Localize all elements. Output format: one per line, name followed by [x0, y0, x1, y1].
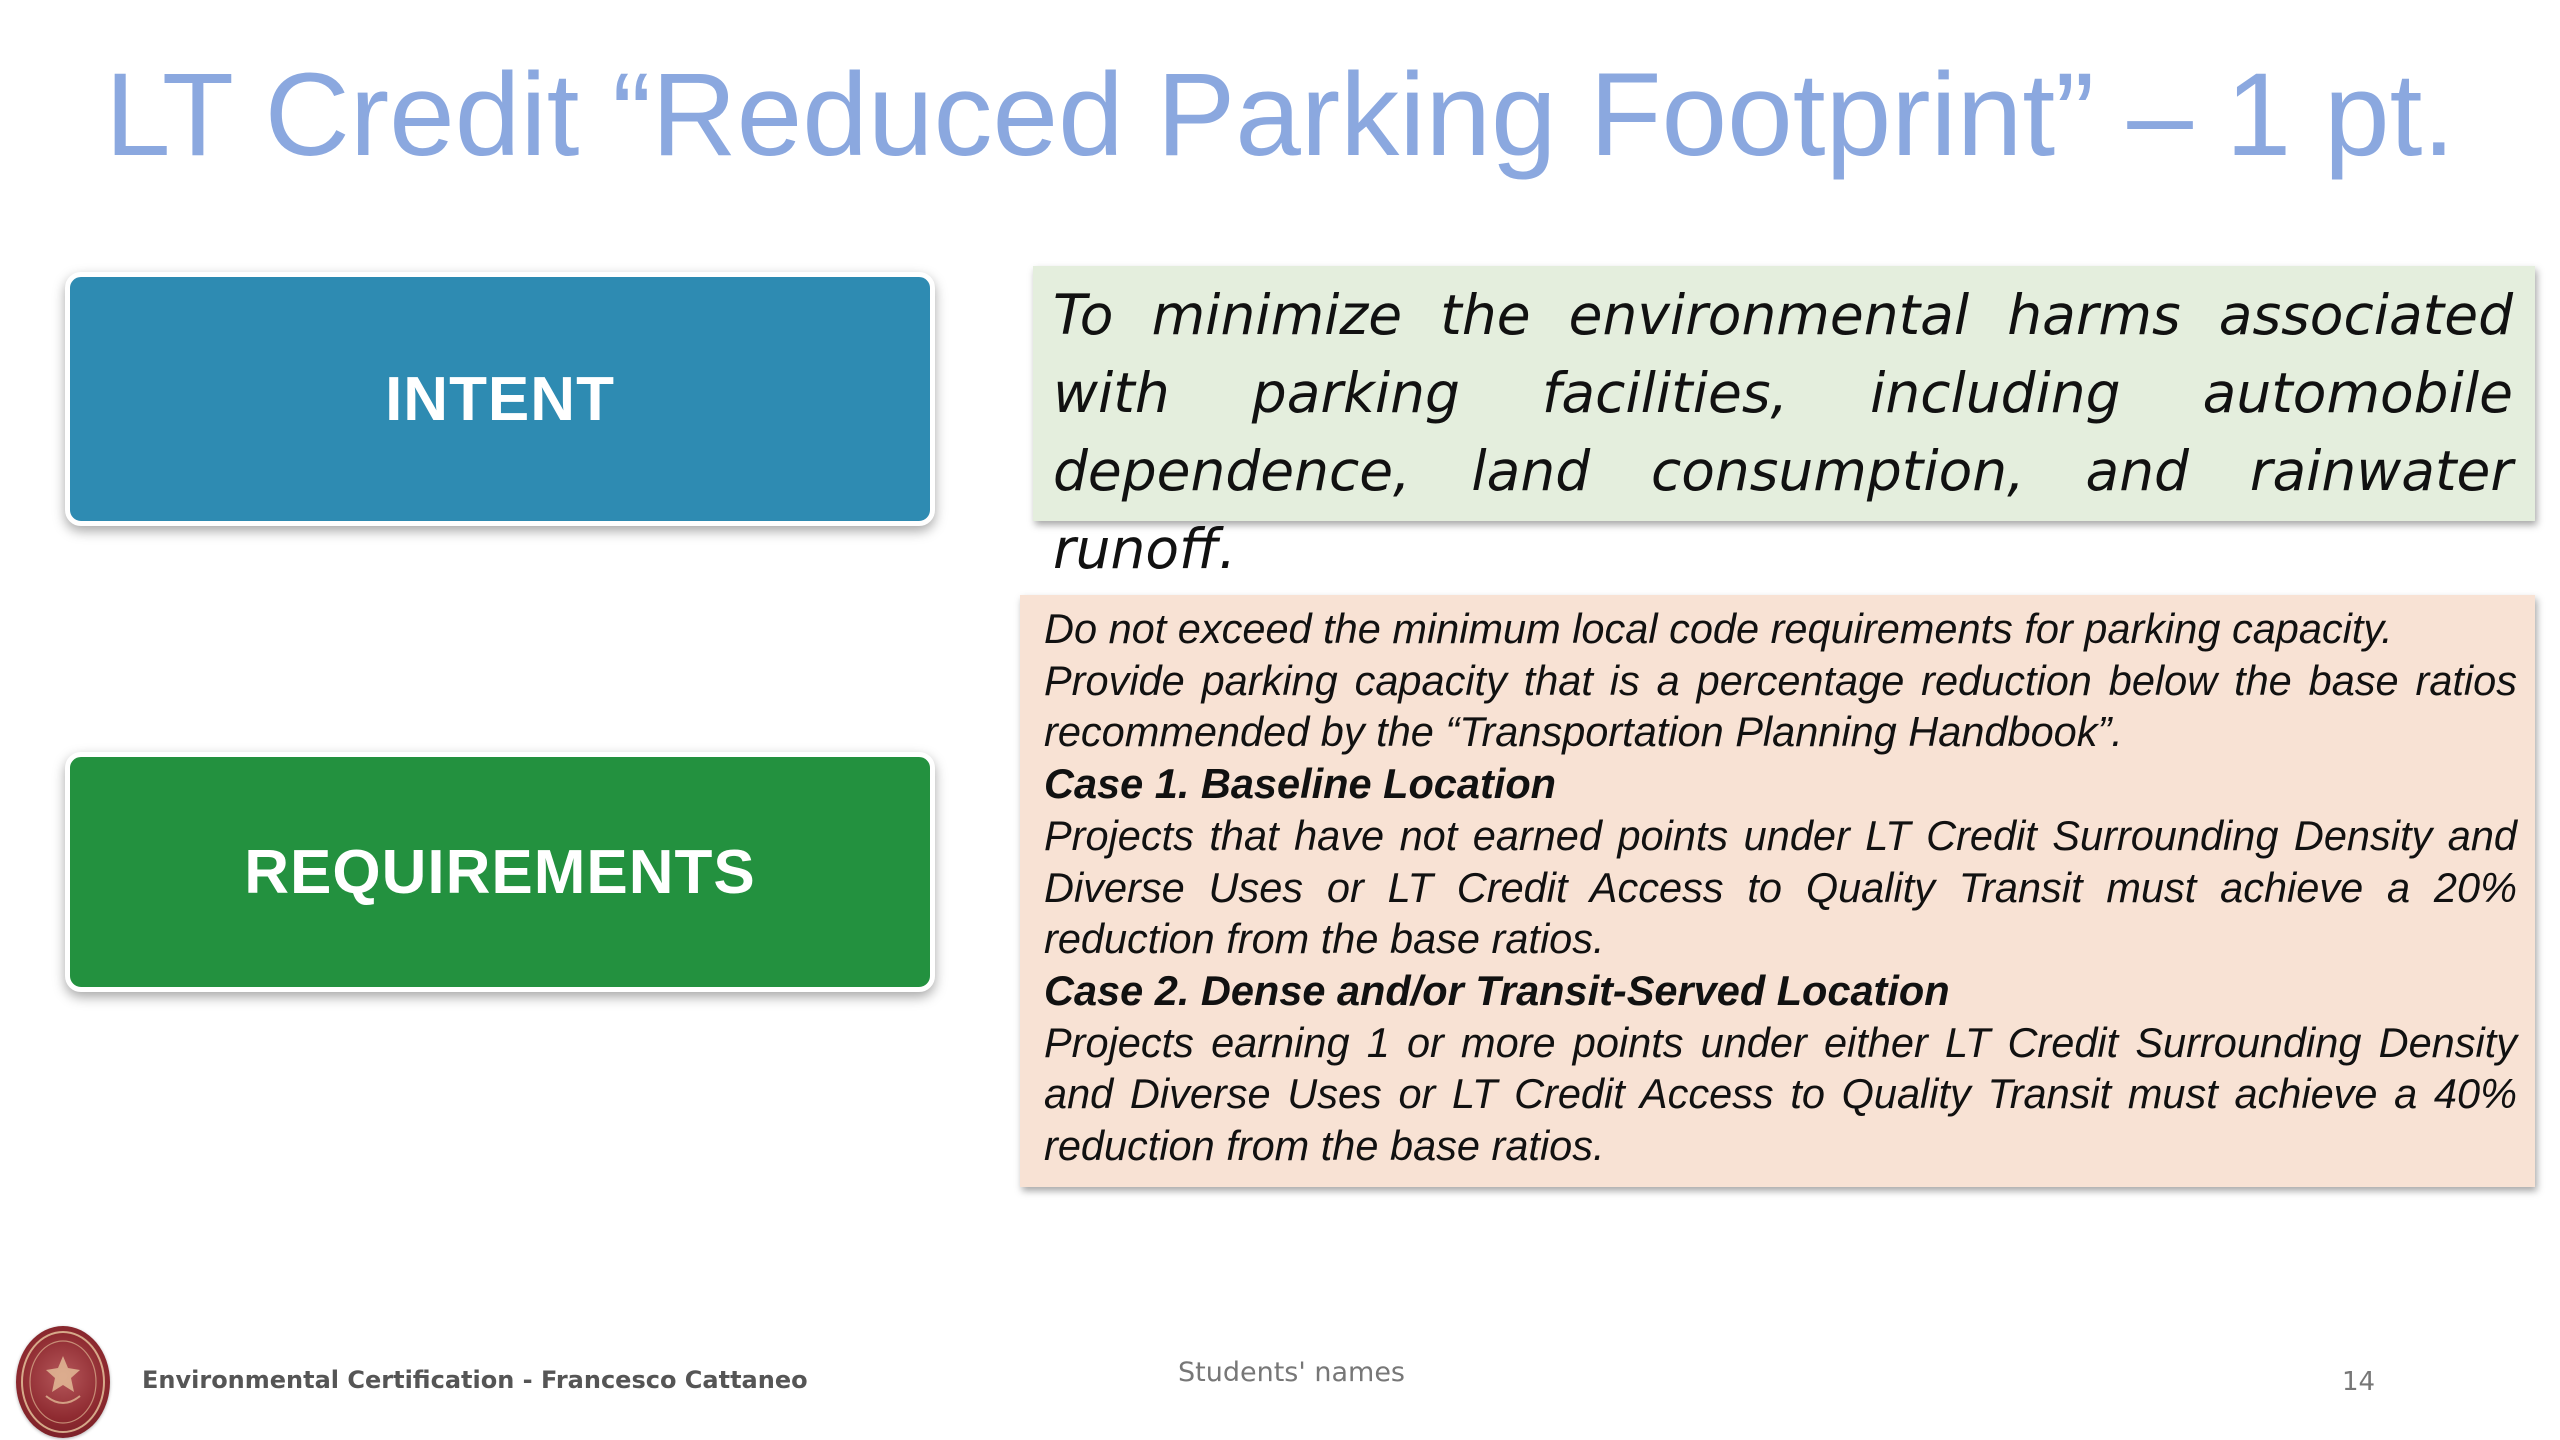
requirements-intro-1: Do not exceed the minimum local code requirements for parking capacity. — [1044, 605, 2393, 652]
intent-box — [65, 272, 935, 526]
intent-label: INTENT — [385, 364, 615, 434]
case-2-title: Case 2. Dense and/or Transit-Served Location — [1044, 966, 1950, 1014]
case-1-title: Case 1. Baseline Location — [1044, 760, 1557, 808]
case-1-text: Projects that have not earned points under LT Credit Surrounding Density and Diverse Uses or LT Credit Access to Quality Transit must achieve a 20% reduction from the base ratios. — [1044, 811, 2517, 963]
footer-students-names: Students' names — [1178, 1357, 1405, 1388]
intent-text: To minimize the environmental harms associated with parking facilities, including automobile dependence, land consumption, and rainwater runoff. — [1053, 283, 2513, 581]
requirements-text-panel — [1020, 595, 2535, 1187]
requirements-box — [65, 752, 935, 992]
requirements-intro-2: Provide parking capacity that is a percentage reduction below the base ratios recommended by the “Transportation Planning Handbook”. — [1044, 656, 2517, 756]
intent-text-panel — [1033, 266, 2535, 581]
footer-course: Environmental Certification - Francesco Cattaneo — [142, 1366, 808, 1394]
case-2-text: Projects earning 1 or more points under either LT Credit Surrounding Density and Diverse Uses or LT Credit Access to Quality Transit must achieve a 40% reduction from the base ratios. — [1044, 1018, 2517, 1170]
page-number: 14 — [2342, 1367, 2376, 1397]
university-seal-icon — [16, 1326, 110, 1438]
slide-title: LT Credit “Reduced Parking Footprint” – 1 pt. — [105, 49, 2456, 181]
requirements-label: REQUIREMENTS — [244, 837, 756, 907]
